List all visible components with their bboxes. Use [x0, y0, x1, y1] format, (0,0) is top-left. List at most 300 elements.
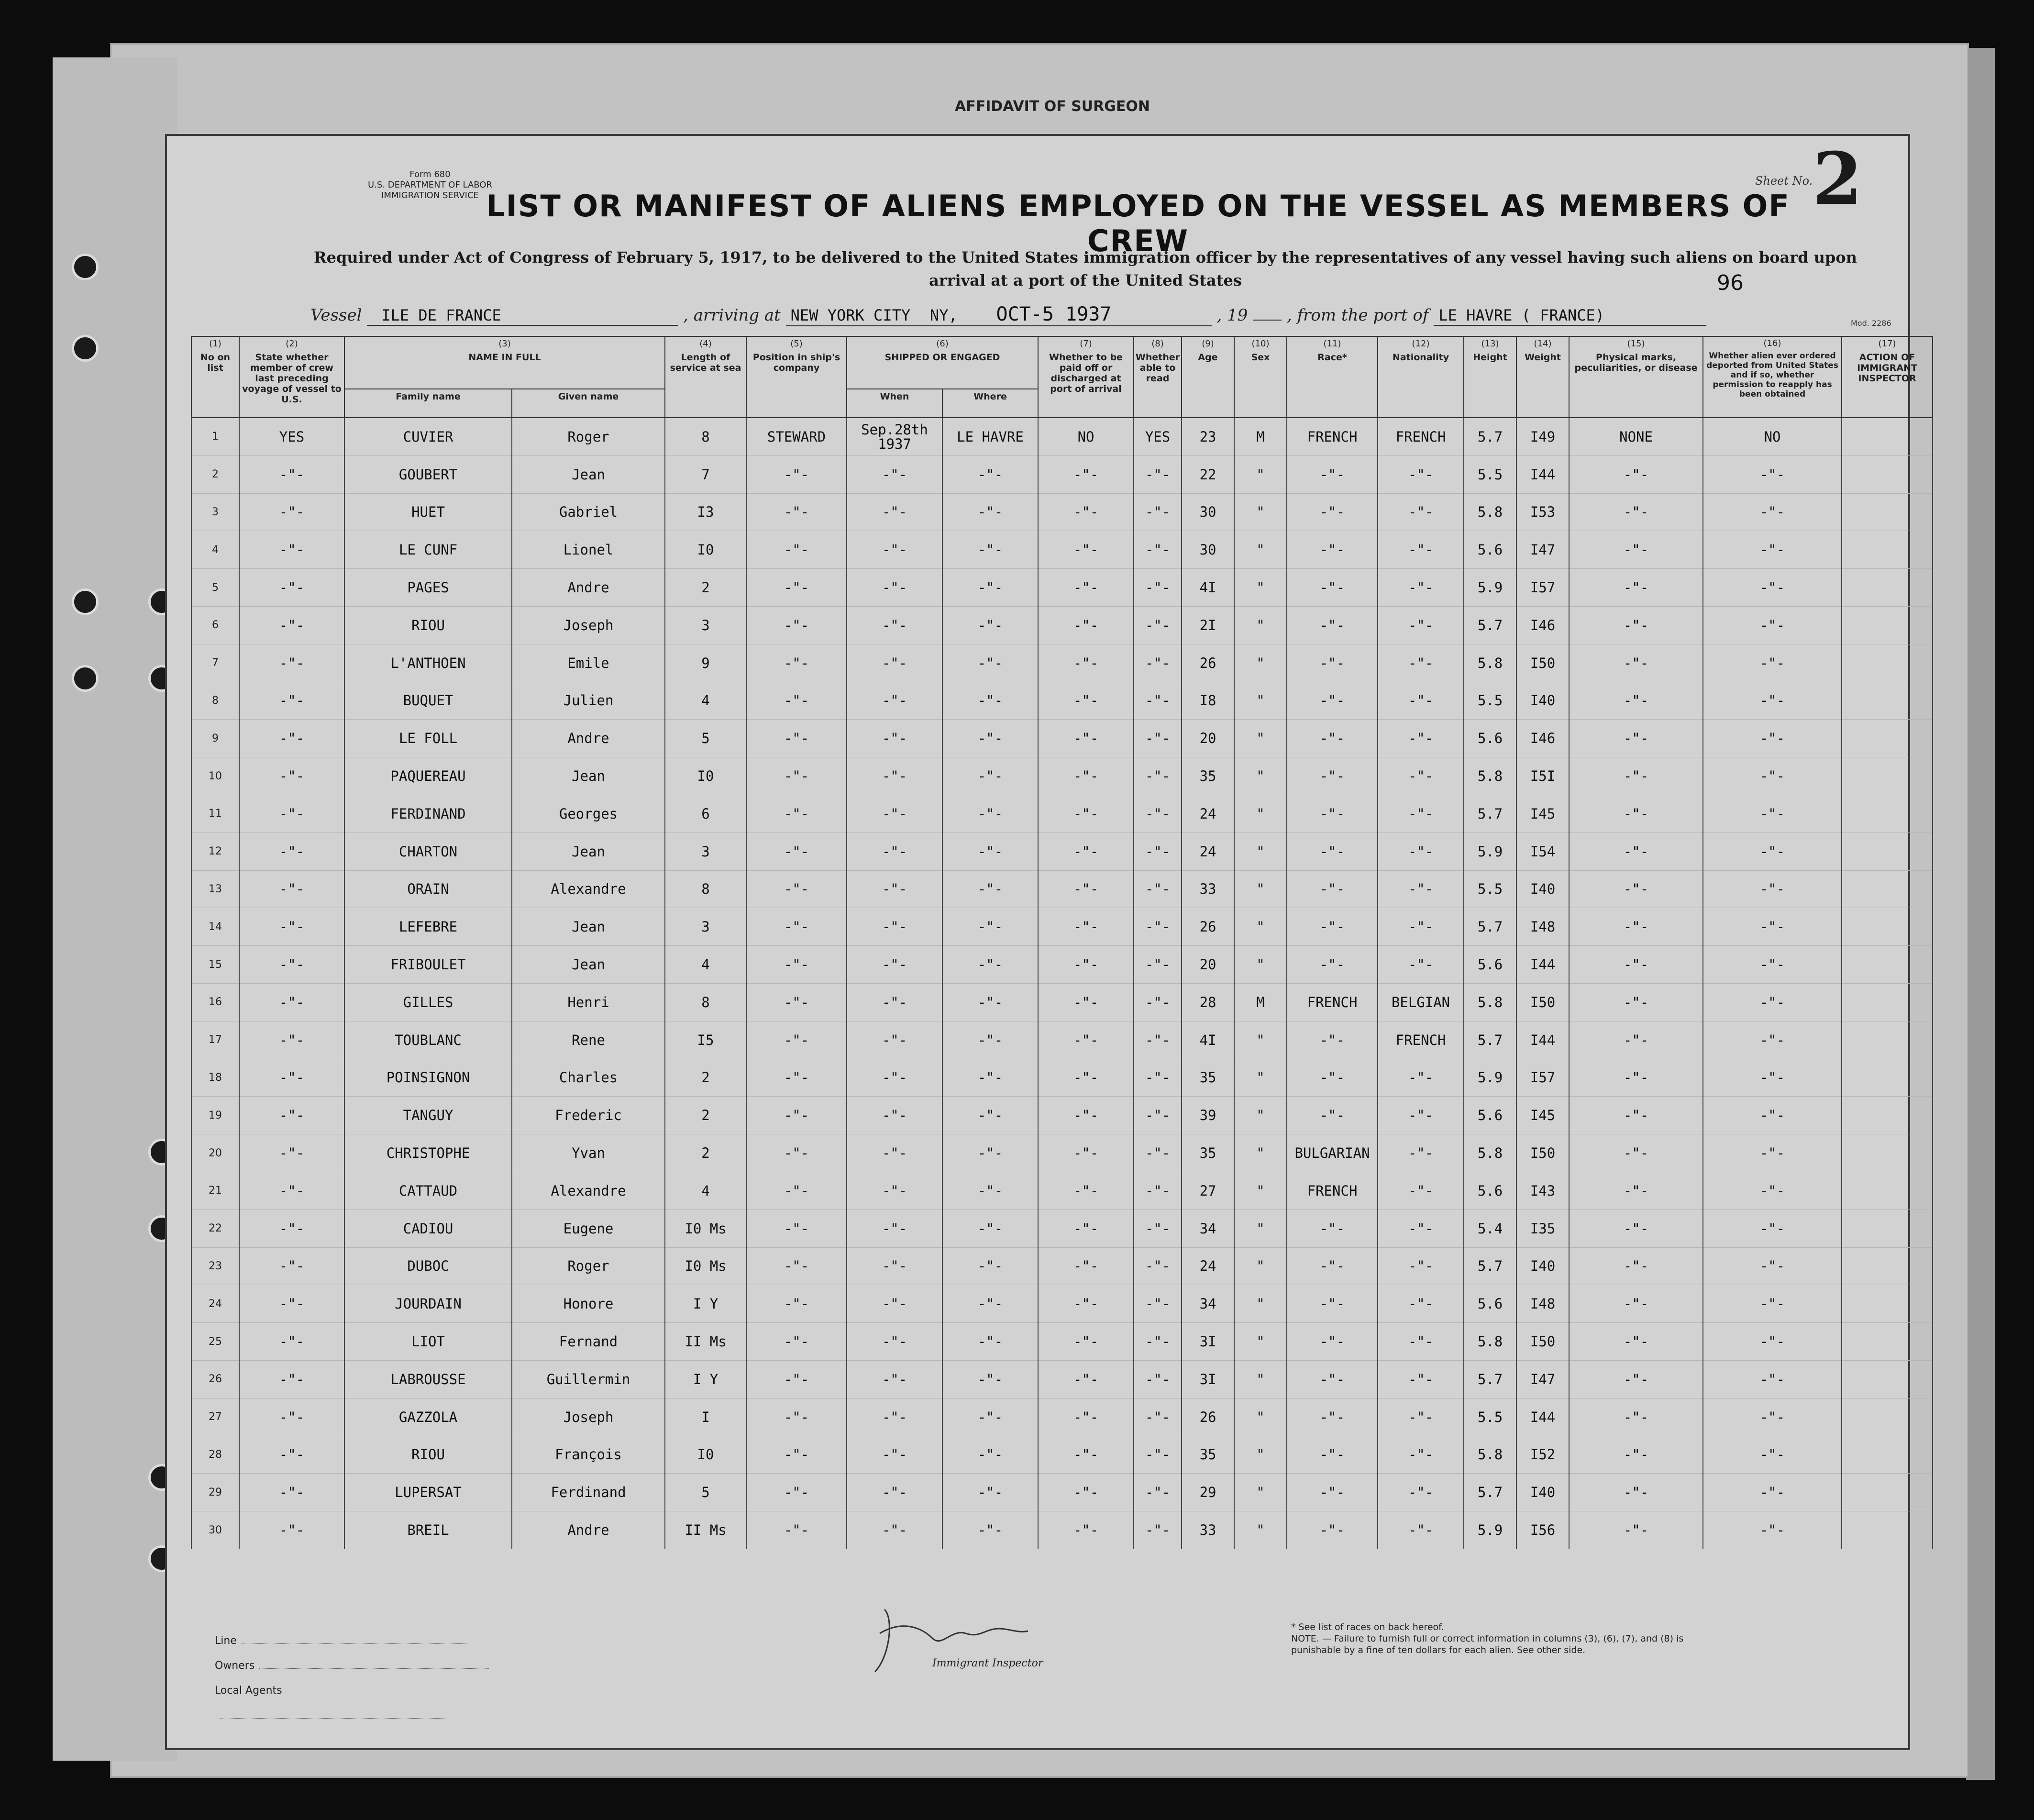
cell-age: 30 [1182, 493, 1234, 531]
col-header-paid-off: (7) Whether to be paid off or discharged at port of arrival [1038, 336, 1134, 418]
cell-age: 20 [1182, 946, 1234, 984]
cell-age: 34 [1182, 1210, 1234, 1247]
cell-prev: -"- [239, 569, 344, 607]
col-header-height: (13) Height [1464, 336, 1516, 418]
cell-n: 1 [191, 418, 239, 455]
cell-where: -"- [942, 1511, 1038, 1549]
cell-paid: -"- [1038, 569, 1134, 607]
cell-service: 5 [665, 1474, 746, 1511]
cell-action [1842, 908, 1933, 946]
cell-position: -"- [746, 1097, 847, 1134]
cell-read: -"- [1134, 720, 1182, 757]
cell-given: Julien [512, 682, 665, 720]
cell-position: -"- [746, 1285, 847, 1323]
cell-action [1842, 531, 1933, 569]
table-row [191, 1398, 1933, 1436]
cell-race: -"- [1287, 720, 1378, 757]
cell-age: 24 [1182, 832, 1234, 870]
cell-action [1842, 757, 1933, 795]
cell-prev: -"- [239, 682, 344, 720]
cell-given: Jean [512, 757, 665, 795]
col-header-action: (17) ACTION OF IMMIGRANT INSPECTOR [1842, 336, 1933, 418]
cell-sex: " [1234, 870, 1287, 908]
cell-n: 11 [191, 795, 239, 832]
cell-family: BUQUET [344, 682, 512, 720]
cell-family: GILLES [344, 983, 512, 1021]
cell-race: -"- [1287, 1323, 1378, 1361]
cell-service: II Ms [665, 1323, 746, 1361]
cell-read: -"- [1134, 1097, 1182, 1134]
cell-paid: -"- [1038, 1210, 1134, 1247]
manifest-form [165, 134, 1917, 1750]
cell-sex: " [1234, 1247, 1287, 1285]
cell-age: 20 [1182, 720, 1234, 757]
col-header-deported: (16) Whether alien ever ordered deported from United States and if so, whether permission to reapply has been obtained [1703, 336, 1842, 418]
cell-n: 5 [191, 569, 239, 607]
cell-weight: I50 [1516, 983, 1569, 1021]
cell-deported: -"- [1703, 682, 1842, 720]
cell-age: 3I [1182, 1323, 1234, 1361]
cell-family: LUPERSAT [344, 1474, 512, 1511]
cell-age: 27 [1182, 1172, 1234, 1210]
cell-weight: I50 [1516, 644, 1569, 682]
cell-nat: -"- [1378, 569, 1464, 607]
cell-nat: -"- [1378, 1323, 1464, 1361]
vessel-name-field [367, 306, 678, 326]
cell-race: -"- [1287, 455, 1378, 493]
cell-deported: -"- [1703, 644, 1842, 682]
cell-when: -"- [847, 720, 942, 757]
cell-age: 35 [1182, 1436, 1234, 1474]
cell-where: -"- [942, 795, 1038, 832]
local-agents-field: Local Agents [215, 1678, 502, 1728]
col-header-shipped: (6) SHIPPED OR ENGAGED [847, 336, 1038, 389]
cell-given: Joseph [512, 606, 665, 644]
cell-sex: " [1234, 1323, 1287, 1361]
cell-sex: " [1234, 1398, 1287, 1436]
cell-where: -"- [942, 1059, 1038, 1097]
inspector-label: Immigrant Inspector [932, 1657, 1043, 1669]
cell-height: 5.7 [1464, 795, 1516, 832]
cell-nat: -"- [1378, 1059, 1464, 1097]
cell-given: Jean [512, 832, 665, 870]
cell-n: 12 [191, 832, 239, 870]
punch-hole [72, 588, 99, 615]
cell-where: -"- [942, 832, 1038, 870]
cell-when: -"- [847, 1511, 942, 1549]
cell-prev: -"- [239, 1134, 344, 1172]
cell-prev: -"- [239, 1172, 344, 1210]
cell-prev: -"- [239, 1436, 344, 1474]
col-header-family-name: Family name [344, 389, 512, 418]
cell-deported: -"- [1703, 1059, 1842, 1097]
cell-read: -"- [1134, 983, 1182, 1021]
table-row [191, 870, 1933, 908]
cell-race: BULGARIAN [1287, 1134, 1378, 1172]
cell-given: Roger [512, 418, 665, 455]
cell-age: 26 [1182, 1398, 1234, 1436]
cell-sex: M [1234, 983, 1287, 1021]
cell-family: DUBOC [344, 1247, 512, 1285]
cell-age: 39 [1182, 1097, 1234, 1134]
cell-given: Fernand [512, 1323, 665, 1361]
cell-marks: -"- [1569, 606, 1703, 644]
cell-position: -"- [746, 455, 847, 493]
cell-when: -"- [847, 682, 942, 720]
cell-when: -"- [847, 908, 942, 946]
cell-service: 8 [665, 983, 746, 1021]
cell-prev: -"- [239, 1247, 344, 1285]
year-field [1253, 320, 1282, 321]
cell-marks: -"- [1569, 1172, 1703, 1210]
cell-family: GOUBERT [344, 455, 512, 493]
cell-race: -"- [1287, 1474, 1378, 1511]
cell-action [1842, 720, 1933, 757]
arrival-state: NY, [929, 306, 958, 324]
cell-deported: -"- [1703, 1398, 1842, 1436]
cell-prev: -"- [239, 1323, 344, 1361]
cell-weight: I48 [1516, 908, 1569, 946]
cell-action [1842, 1398, 1933, 1436]
footer-agents [215, 1629, 502, 1728]
cell-race: -"- [1287, 757, 1378, 795]
arrival-city: NEW YORK CITY [790, 306, 911, 324]
race-note: * See list of races on back hereof. [1291, 1622, 1444, 1632]
cell-marks: -"- [1569, 946, 1703, 984]
cell-height: 5.7 [1464, 1360, 1516, 1398]
cell-position: -"- [746, 1474, 847, 1511]
cell-prev: -"- [239, 870, 344, 908]
cell-when: -"- [847, 1285, 942, 1323]
cell-weight: I40 [1516, 682, 1569, 720]
cell-when: -"- [847, 1210, 942, 1247]
cell-sex: " [1234, 946, 1287, 984]
cell-given: Eugene [512, 1210, 665, 1247]
col-header-position: (5) Position in ship's company [746, 336, 847, 418]
cell-marks: -"- [1569, 1360, 1703, 1398]
cell-paid: -"- [1038, 832, 1134, 870]
cell-action [1842, 1134, 1933, 1172]
cell-given: Lionel [512, 531, 665, 569]
cell-n: 9 [191, 720, 239, 757]
penalty-note: NOTE. — Failure to furnish full or correct information in columns (3), (6), (7), and (8) is punishable by a fine of ten dollars for each alien. See other side. [1291, 1633, 1684, 1655]
cell-race: -"- [1287, 946, 1378, 984]
cell-prev: -"- [239, 1097, 344, 1134]
cell-paid: -"- [1038, 1172, 1134, 1210]
cell-race: -"- [1287, 1360, 1378, 1398]
cell-given: Yvan [512, 1134, 665, 1172]
cell-when: -"- [847, 1436, 942, 1474]
cell-n: 2 [191, 455, 239, 493]
cell-race: -"- [1287, 493, 1378, 531]
cell-position: -"- [746, 1360, 847, 1398]
cell-read: -"- [1134, 757, 1182, 795]
cell-action [1842, 1436, 1933, 1474]
cell-given: Ferdinand [512, 1474, 665, 1511]
cell-sex: " [1234, 720, 1287, 757]
cell-prev: -"- [239, 1511, 344, 1549]
cell-action [1842, 493, 1933, 531]
cell-n: 6 [191, 606, 239, 644]
cell-n: 25 [191, 1323, 239, 1361]
cell-marks: -"- [1569, 870, 1703, 908]
cell-where: -"- [942, 720, 1038, 757]
cell-position: -"- [746, 1172, 847, 1210]
cell-action [1842, 832, 1933, 870]
cell-n: 23 [191, 1247, 239, 1285]
cell-prev: -"- [239, 1474, 344, 1511]
arrival-date: OCT-5 1937 [996, 303, 1112, 325]
cell-family: LEFEBRE [344, 908, 512, 946]
table-row [191, 1436, 1933, 1474]
cell-marks: -"- [1569, 1474, 1703, 1511]
cell-race: -"- [1287, 1511, 1378, 1549]
cell-height: 5.9 [1464, 1059, 1516, 1097]
cell-marks: -"- [1569, 1097, 1703, 1134]
table-row [191, 983, 1933, 1021]
cell-paid: -"- [1038, 682, 1134, 720]
cell-height: 5.8 [1464, 1134, 1516, 1172]
col-header-age: (9) Age [1182, 336, 1234, 418]
cell-given: Alexandre [512, 1172, 665, 1210]
cell-sex: " [1234, 531, 1287, 569]
cell-weight: I56 [1516, 1511, 1569, 1549]
cell-age: 24 [1182, 1247, 1234, 1285]
cell-nat: -"- [1378, 606, 1464, 644]
vessel-label: Vessel [310, 306, 362, 325]
cell-deported: -"- [1703, 1021, 1842, 1059]
cell-position: -"- [746, 644, 847, 682]
cell-given: Frederic [512, 1097, 665, 1134]
cell-height: 5.6 [1464, 1285, 1516, 1323]
cell-given: Henri [512, 983, 665, 1021]
cell-read: -"- [1134, 644, 1182, 682]
cell-prev: -"- [239, 983, 344, 1021]
cell-deported: -"- [1703, 606, 1842, 644]
cell-family: ORAIN [344, 870, 512, 908]
cell-nat: -"- [1378, 757, 1464, 795]
cell-read: -"- [1134, 1134, 1182, 1172]
cell-given: Alexandre [512, 870, 665, 908]
cell-position: -"- [746, 1247, 847, 1285]
cell-age: 35 [1182, 757, 1234, 795]
cell-age: 2I [1182, 606, 1234, 644]
cell-deported: -"- [1703, 569, 1842, 607]
cell-nat: -"- [1378, 1097, 1464, 1134]
cell-nat: -"- [1378, 1436, 1464, 1474]
cell-race: -"- [1287, 1247, 1378, 1285]
cell-height: 5.6 [1464, 720, 1516, 757]
port-field [1434, 306, 1706, 326]
cell-marks: -"- [1569, 832, 1703, 870]
cell-family: CHRISTOPHE [344, 1134, 512, 1172]
line-field: Line [215, 1629, 502, 1654]
cell-deported: -"- [1703, 1247, 1842, 1285]
cell-position: STEWARD [746, 418, 847, 455]
table-row [191, 644, 1933, 682]
cell-action [1842, 569, 1933, 607]
cell-n: 20 [191, 1134, 239, 1172]
table-row [191, 1021, 1933, 1059]
cell-given: Guillermin [512, 1360, 665, 1398]
cell-action [1842, 1360, 1933, 1398]
cell-service: 8 [665, 418, 746, 455]
cell-race: -"- [1287, 606, 1378, 644]
cell-weight: I50 [1516, 1323, 1569, 1361]
cell-where: -"- [942, 569, 1038, 607]
cell-when: -"- [847, 832, 942, 870]
cell-when: -"- [847, 757, 942, 795]
cell-action [1842, 1474, 1933, 1511]
form-identifier: Form 680 U.S. DEPARTMENT OF LABOR IMMIGRATION SERVICE [368, 169, 492, 200]
cell-family: LE CUNF [344, 531, 512, 569]
cell-sex: " [1234, 682, 1287, 720]
cell-nat: BELGIAN [1378, 983, 1464, 1021]
cell-sex: " [1234, 644, 1287, 682]
cell-position: -"- [746, 757, 847, 795]
cell-read: -"- [1134, 1021, 1182, 1059]
table-row [191, 1360, 1933, 1398]
cell-action [1842, 795, 1933, 832]
col-header-where: Where [942, 389, 1038, 418]
cell-age: 28 [1182, 983, 1234, 1021]
cell-paid: -"- [1038, 1323, 1134, 1361]
cell-weight: I46 [1516, 720, 1569, 757]
cell-deported: -"- [1703, 455, 1842, 493]
cell-height: 5.7 [1464, 1247, 1516, 1285]
cell-where: -"- [942, 606, 1038, 644]
cell-where: -"- [942, 1323, 1038, 1361]
cell-service: II Ms [665, 1511, 746, 1549]
cell-weight: I49 [1516, 418, 1569, 455]
cell-marks: -"- [1569, 1021, 1703, 1059]
cell-deported: -"- [1703, 757, 1842, 795]
cell-paid: -"- [1038, 493, 1134, 531]
cell-service: I Y [665, 1285, 746, 1323]
arrival-field [786, 303, 1212, 326]
cell-sex: " [1234, 1210, 1287, 1247]
cell-where: -"- [942, 455, 1038, 493]
cell-race: -"- [1287, 1436, 1378, 1474]
cell-paid: -"- [1038, 1134, 1134, 1172]
cell-sex: " [1234, 606, 1287, 644]
cell-when: -"- [847, 1021, 942, 1059]
cell-given: Roger [512, 1247, 665, 1285]
cell-where: -"- [942, 1172, 1038, 1210]
cell-service: 9 [665, 644, 746, 682]
cell-read: -"- [1134, 1360, 1182, 1398]
cell-position: -"- [746, 1398, 847, 1436]
cell-position: -"- [746, 870, 847, 908]
cell-position: -"- [746, 1436, 847, 1474]
cell-given: Honore [512, 1285, 665, 1323]
cell-height: 5.8 [1464, 493, 1516, 531]
page-title: LIST OR MANIFEST OF ALIENS EMPLOYED ON THE VESSEL AS MEMBERS OF CREW [486, 189, 1790, 258]
cell-when: -"- [847, 606, 942, 644]
cell-weight: I44 [1516, 946, 1569, 984]
cell-position: -"- [746, 720, 847, 757]
cell-paid: -"- [1038, 1511, 1134, 1549]
cell-marks: -"- [1569, 757, 1703, 795]
cell-paid: -"- [1038, 757, 1134, 795]
year-label: , 19 [1216, 306, 1248, 325]
cell-service: I0 [665, 531, 746, 569]
cell-deported: NO [1703, 418, 1842, 455]
cell-height: 5.9 [1464, 569, 1516, 607]
page-subtitle: Required under Act of Congress of February 5, 1917, to be delivered to the United States immigration officer by the representatives of any vessel having such aliens on board upon arrival at a port of the United States [314, 248, 1857, 289]
cell-sex: " [1234, 832, 1287, 870]
col-header-given-name: Given name [512, 389, 665, 418]
cell-when: -"- [847, 1247, 942, 1285]
cell-nat: -"- [1378, 1398, 1464, 1436]
table-row [191, 832, 1933, 870]
cell-where: -"- [942, 946, 1038, 984]
cell-service: 2 [665, 1097, 746, 1134]
cell-paid: NO [1038, 418, 1134, 455]
cell-race: -"- [1287, 1285, 1378, 1323]
cell-deported: -"- [1703, 870, 1842, 908]
cell-when: -"- [847, 795, 942, 832]
cell-age: 4I [1182, 569, 1234, 607]
cell-marks: -"- [1569, 720, 1703, 757]
cell-service: 2 [665, 1134, 746, 1172]
cell-action [1842, 946, 1933, 984]
table-row [191, 1247, 1933, 1285]
cell-where: -"- [942, 1021, 1038, 1059]
cell-age: 33 [1182, 870, 1234, 908]
cell-nat: FRENCH [1378, 418, 1464, 455]
table-row [191, 455, 1933, 493]
cell-family: PAQUEREAU [344, 757, 512, 795]
cell-n: 13 [191, 870, 239, 908]
table-row [191, 606, 1933, 644]
cell-sex: " [1234, 1285, 1287, 1323]
cell-position: -"- [746, 1210, 847, 1247]
cell-prev: -"- [239, 795, 344, 832]
cell-weight: I48 [1516, 1285, 1569, 1323]
cell-position: -"- [746, 1323, 847, 1361]
cell-nat: -"- [1378, 795, 1464, 832]
cell-where: -"- [942, 682, 1038, 720]
cell-service: 4 [665, 1172, 746, 1210]
cell-nat: -"- [1378, 1285, 1464, 1323]
cell-prev: -"- [239, 946, 344, 984]
cell-paid: -"- [1038, 1097, 1134, 1134]
cell-weight: I45 [1516, 1097, 1569, 1134]
cell-n: 18 [191, 1059, 239, 1097]
table-row [191, 1323, 1933, 1361]
cell-paid: -"- [1038, 606, 1134, 644]
cell-paid: -"- [1038, 1285, 1134, 1323]
cell-height: 5.8 [1464, 644, 1516, 682]
cell-action [1842, 644, 1933, 682]
cell-race: -"- [1287, 1097, 1378, 1134]
cell-read: -"- [1134, 832, 1182, 870]
cell-read: -"- [1134, 1247, 1182, 1285]
cell-family: RIOU [344, 606, 512, 644]
cell-marks: -"- [1569, 493, 1703, 531]
cell-race: -"- [1287, 1210, 1378, 1247]
cell-family: FERDINAND [344, 795, 512, 832]
cell-deported: -"- [1703, 493, 1842, 531]
cell-paid: -"- [1038, 1360, 1134, 1398]
cell-position: -"- [746, 682, 847, 720]
cell-family: BREIL [344, 1511, 512, 1549]
cell-paid: -"- [1038, 531, 1134, 569]
cell-service: 6 [665, 795, 746, 832]
table-row [191, 682, 1933, 720]
cell-sex: " [1234, 1021, 1287, 1059]
